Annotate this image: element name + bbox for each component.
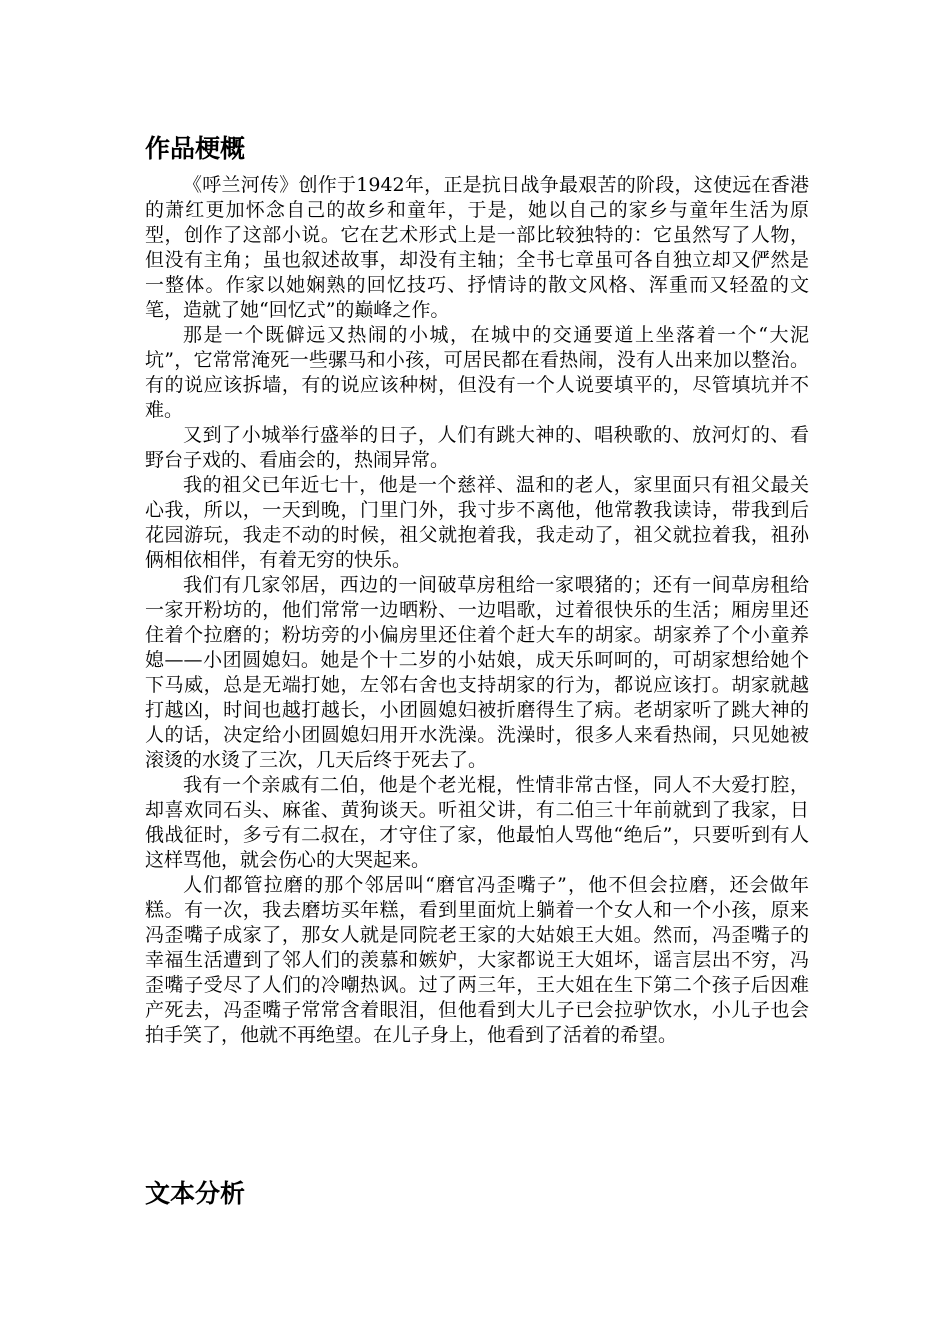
paragraph: 那是一个既僻远又热闹的小城，在城中的交通要道上坐落着一个“大泥坑”，它常常淹死一些骡马和小孩，可居民都在看热闹，没有人出来加以整治。有的说应该拆墙，有的说应该种树，但没有一个人说要填平的，尽管填坑并不难。 [145, 324, 809, 421]
section-heading-synopsis: 作品梗概 [145, 134, 246, 163]
synopsis-body [145, 173, 809, 1048]
paragraph: 《呼兰河传》创作于1942年，正是抗日战争最艰苦的阶段，这使远在香港的萧红更加怀念自己的故乡和童年，于是，她以自己的家乡与童年生活为原型，创作了这部小说。它在艺术形式上是一部比较独特的：它虽然写了人物，但没有主角；虽也叙述故事，却没有主轴；全书七章虽可各自独立却又俨然是一整体。作家以她娴熟的回忆技巧、抒情诗的散文风格、浑重而又轻盈的文笔，造就了她“回忆式”的巅峰之作。 [145, 174, 809, 321]
paragraph: 人们都管拉磨的那个邻居叫“磨官冯歪嘴子”，他不但会拉磨，还会做年糕。有一次，我去磨坊买年糕，看到里面炕上躺着一个女人和一个小孩，原来冯歪嘴子成家了，那女人就是同院老王家的大姑娘王大姐。然而，冯歪嘴子的幸福生活遭到了邻人们的羡慕和嫉妒，大家都说王大姐坏，谣言层出不穷，冯歪嘴子受尽了人们的冷嘲热讽。过了两三年，王大姐在生下第二个孩子后因难产死去，冯歪嘴子常常含着眼泪，但他看到大儿子已会拉驴饮水，小儿子也会拍手笑了，他就不再绝望。在儿子身上，他看到了活着的希望。 [145, 874, 809, 1046]
paragraph: 我有一个亲戚有二伯，他是个老光棍，性情非常古怪，同人不大爱打腔，却喜欢同石头、麻雀、黄狗谈天。听祖父讲，有二伯三十年前就到了我家，日俄战征时，多亏有二叔在，才守住了家，他最怕人骂他“绝后”，只要听到有人这样骂他，就会伤心的大哭起来。 [145, 774, 809, 871]
paragraph: 我的祖父已年近七十，他是一个慈祥、温和的老人，家里面只有祖父最关心我，所以，一天到晚，门里门外，我寸步不离他，他常教我读诗，带我到后花园游玩，我走不动的时候，祖父就抱着我，我走动了，祖父就拉着我，祖孙俩相依相伴，有着无穷的快乐。 [145, 474, 809, 571]
paragraph: 我们有几家邻居，西边的一间破草房租给一家喂猪的；还有一间草房租给一家开粉坊的，他们常常一边晒粉、一边唱歌，过着很快乐的生活；厢房里还住着个拉磨的；粉坊旁的小偏房里还住着个赶大车的胡家。胡家养了个小童养媳——小团圆媳妇。她是个十二岁的小姑娘，成天乐呵呵的，可胡家想给她个下马威，总是无端打她，左邻右舍也支持胡家的行为，都说应该打。胡家就越打越凶，时间也越打越长，小团圆媳妇被折磨得生了病。老胡家听了跳大神的人的话，决定给小团圆媳妇用开水洗澡。洗澡时，很多人来看热闹，只见她被滚烫的水烫了三次，几天后终于死去了。 [145, 574, 809, 771]
paragraph: 又到了小城举行盛举的日子，人们有跳大神的、唱秧歌的、放河灯的、看野台子戏的、看庙会的，热闹异常。 [145, 424, 809, 471]
section-heading-text-analysis: 文本分析 [145, 1179, 246, 1208]
